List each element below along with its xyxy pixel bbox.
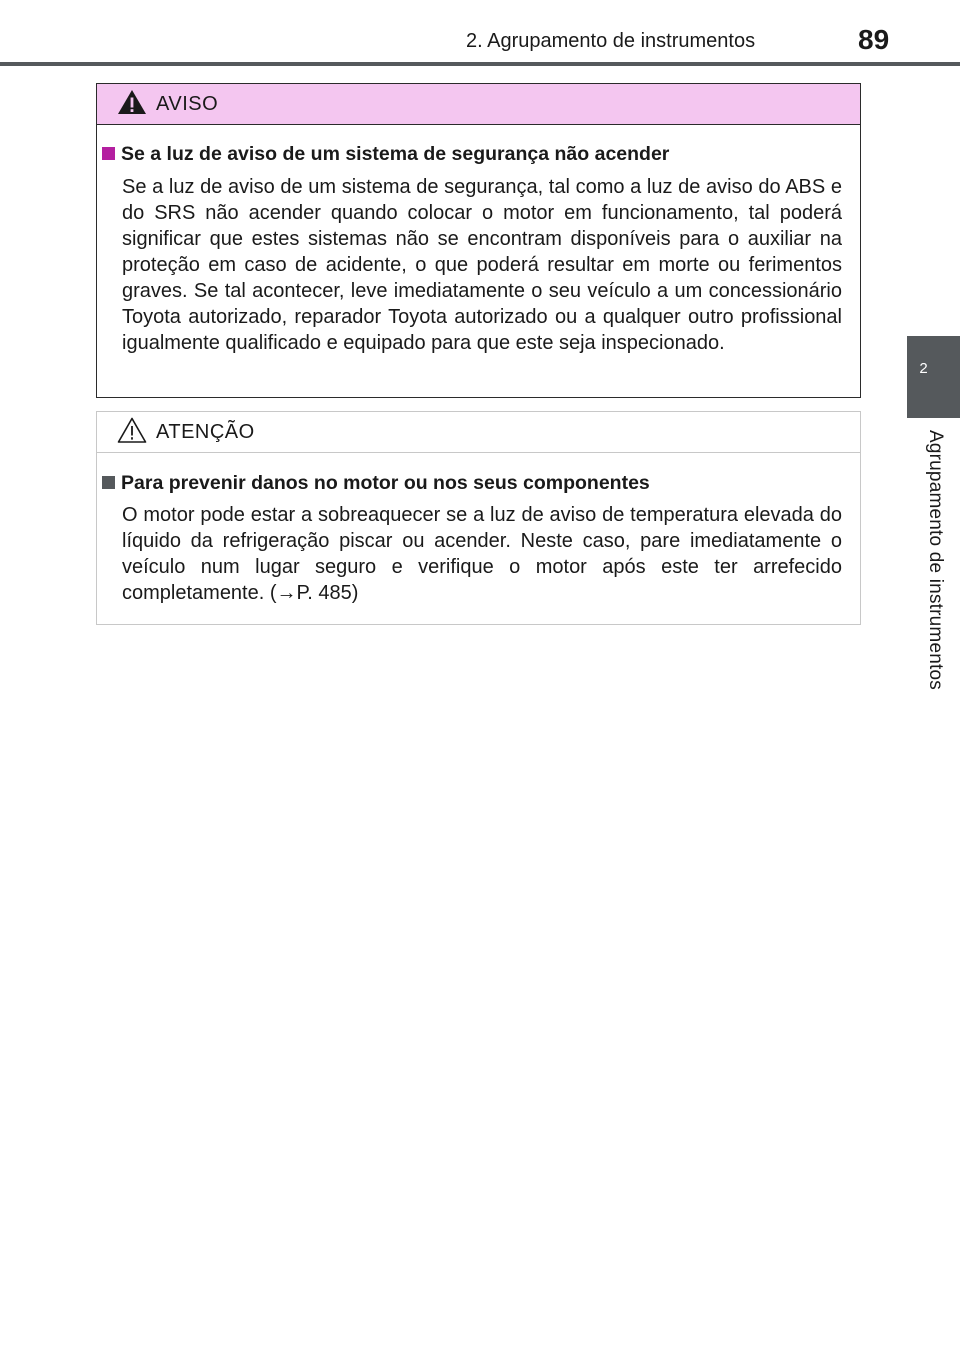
- caution-box: [96, 411, 861, 625]
- chapter-number: 2: [919, 360, 928, 377]
- header-divider: [0, 62, 960, 66]
- warning-triangle-filled-icon: [117, 88, 147, 121]
- header-section-title: 2. Agrupamento de instrumentos: [466, 30, 756, 52]
- warning-label: AVISO: [156, 93, 219, 115]
- warning-box: [96, 83, 861, 398]
- warning-header: [97, 84, 860, 125]
- caution-label: ATENÇÃO: [156, 421, 255, 443]
- chapter-label: Agrupamento de instrumentos: [925, 430, 946, 690]
- caution-triangle-outline-icon: [117, 416, 147, 449]
- square-bullet-icon: [102, 147, 115, 160]
- caution-header: [97, 412, 860, 453]
- page-number: 89: [858, 24, 890, 55]
- warning-item-title-text: Se a luz de aviso de um sistema de segurança não acender: [121, 143, 670, 165]
- caution-item-title: [102, 472, 650, 495]
- warning-item-title: [102, 143, 669, 166]
- warning-item-body: Se a luz de aviso de um sistema de segurança, tal como a luz de aviso do ABS e do SRS não acender quando colocar o motor em funcionamento, tal poderá significar que estes sistemas não se encontram disponíveis para o auxiliar na proteção em caso de acidente, o que poderá resultar em morte ou ferimentos graves. Se tal acontecer, leve imediatamente o seu veículo a um concessionário Toyota autorizado, reparador Toyota autorizado ou a qualquer outro profissional igualmente qualificado e equipado para que este seja inspecionado.: [122, 176, 842, 354]
- chapter-tab: [907, 336, 960, 418]
- caution-item-title-text: Para prevenir danos no motor ou nos seus componentes: [121, 472, 650, 494]
- caution-item-body: O motor pode estar a sobreaquecer se a luz de aviso de temperatura elevada do líquido da refrigeração piscar ou acender. Neste caso, pare imediatamente o veículo num lugar seguro e verifique o motor após este ter arrefecido completamente. (→P. 485): [122, 504, 842, 604]
- square-bullet-icon: [102, 476, 115, 489]
